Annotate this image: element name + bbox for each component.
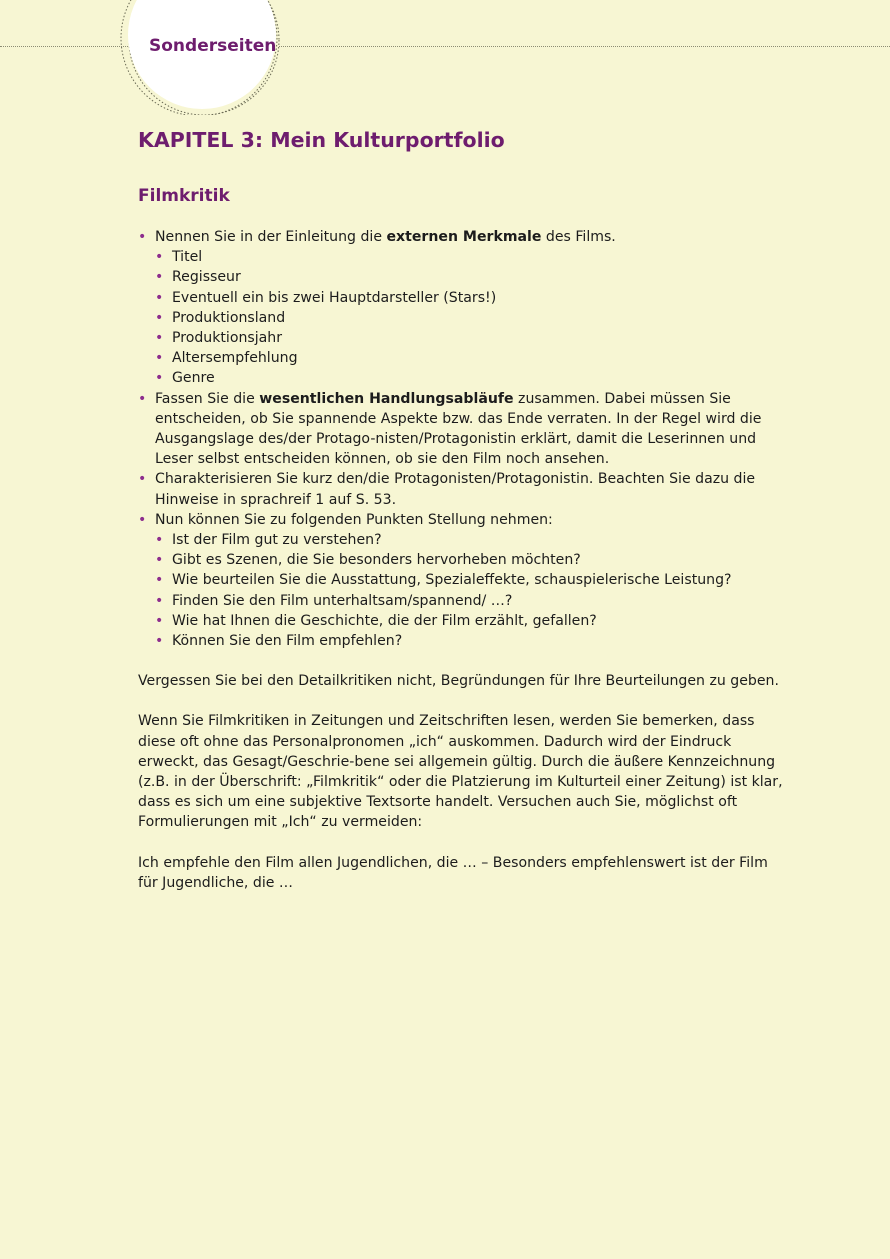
section-title: Filmkritik [138, 186, 230, 206]
sub-bullet-item: • Wie hat Ihnen die Geschichte, die der Film erzählt, gefallen? [155, 611, 788, 631]
section-badge-label: Sonderseiten [149, 36, 277, 56]
sub-bullet-item: • Regisseur [155, 267, 788, 287]
sub-bullet-item: • Produktionsjahr [155, 328, 788, 348]
sub-bullet-item: • Titel [155, 247, 788, 267]
bullet-section [138, 227, 788, 893]
bullet-list [138, 227, 788, 651]
sub-bullet-list [155, 530, 788, 651]
sub-bullet-item: • Genre [155, 368, 788, 388]
sub-bullet-item: • Altersempfehlung [155, 348, 788, 368]
sub-bullet-list [155, 247, 788, 388]
document-body [138, 126, 788, 893]
bullet-item: • Nennen Sie in der Einleitung die externen Merkmale des Films. • Titel • Regisseur • Eventuell ein bis zwei Hauptdarsteller (Stars!) • Produktionsland • Produktionsjahr • Altersempfehlung • Genre [138, 227, 788, 389]
badge-circle-icon [110, 0, 290, 115]
sub-bullet-item: • Finden Sie den Film unterhaltsam/spannend/ …? [155, 591, 788, 611]
chapter-title: KAPITEL 3: Mein Kulturportfolio [138, 128, 505, 152]
sub-bullet-item: • Eventuell ein bis zwei Hauptdarsteller (Stars!) [155, 288, 788, 308]
sub-bullet-item: • Produktionsland [155, 308, 788, 328]
paragraph: Ich empfehle den Film allen Jugendlichen, die … – Besonders empfehlenswert ist der Film für Jugendliche, die … [138, 854, 768, 891]
sub-bullet-item: • Gibt es Szenen, die Sie besonders hervorheben möchten? [155, 550, 788, 570]
sub-bullet-item: • Können Sie den Film empfehlen? [155, 631, 788, 651]
paragraph: Vergessen Sie bei den Detailkritiken nicht, Begründungen für Ihre Beurteilungen zu geben. [138, 673, 779, 690]
section-badge [110, 0, 290, 115]
sub-bullet-item: • Ist der Film gut zu verstehen? [155, 530, 788, 550]
bullet-item: • Fassen Sie die wesentlichen Handlungsabläufe zusammen. Dabei müssen Sie entscheiden, ob Sie spannende Aspekte bzw. das Ende verraten. In der Regel wird die Ausgangslage des/der Protago-nisten/Protagonistin erklärt, damit die Leserinnen und Leser selbst entscheiden können, ob sie den Film noch ansehen. [138, 389, 788, 470]
bullet-item: • Nun können Sie zu folgenden Punkten Stellung nehmen: • Ist der Film gut zu verstehen? • Gibt es Szenen, die Sie besonders hervorheben möchten? • Wie beurteilen Sie die Ausstattung, Spezialeffekte, schauspielerische Leistung? • Finden Sie den Film unterhaltsam/spannend/ …? • Wie hat Ihnen die Geschichte, die der Film erzählt, gefallen? • Können Sie den Film empfehlen? [138, 510, 788, 651]
sub-bullet-item: • Wie beurteilen Sie die Ausstattung, Spezialeffekte, schauspielerische Leistung? [155, 570, 788, 590]
bullet-item: • Charakterisieren Sie kurz den/die Protagonisten/Protagonistin. Beachten Sie dazu die Hinweise in sprachreif 1 auf S. 53. [138, 469, 788, 509]
paragraph: Wenn Sie Filmkritiken in Zeitungen und Zeitschriften lesen, werden Sie bemerken, dass diese oft ohne das Personalpronomen „ich“ auskommen. Dadurch wird der Eindruck erweckt, das Gesagt/Geschrie-bene sei allgemein gültig. Durch die äußere Kennzeichnung (z.B. in der Überschrift: „Filmkritik“ oder die Platzierung im Kulturteil einer Zeitung) ist klar, dass es sich um eine subjektive Textsorte handelt. Versuchen auch Sie, möglichst oft Formulierungen mit „Ich“ zu vermeiden: [138, 713, 783, 831]
